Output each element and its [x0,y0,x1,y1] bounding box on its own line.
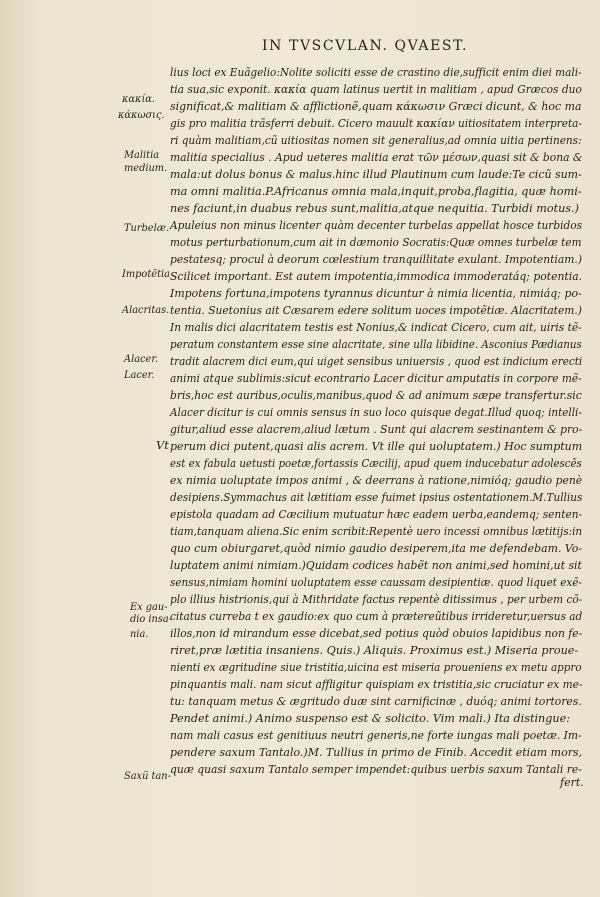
text-line: Pendet animi.) Animo suspenso est & solicito. Vim mali.) Ita distingue: [170,712,571,725]
text-line: quo cum obiurgaret,quòd nimio gaudio desiperem,ita me defendebam. Vo- [170,542,583,555]
text-line: ma omni malitia.P.Africanus omnia mala,inquit,proba,flagitia, quæ homi- [170,185,582,198]
margin-note-vt: Vt [156,438,169,452]
text-line: epistola quadam ad Cæcilium mutuatur hæc eadem uerba,eandemq; senten- [170,508,583,521]
text-line: tentia. Suetonius ait Cæsarem edere solitum uoces impotẽtiæ. Alacritatem.) [170,304,582,317]
text-line: Scilicet important. Est autem impotentia,immodica immoderatáq; potentia. [170,270,583,283]
text-line: desipiens.Symmachus ait lætitiam esse fuimet ipsius ostentationem.M.Tullius [170,491,583,504]
text-line: In malis dici alacritatem testis est Nonius,& indicat Cicero, cum ait, uiris tẽ- [170,321,582,334]
margin-note-malitia: Malitia [124,150,160,161]
text-line: mala:ut dolus bonus & malus.hinc illud Plautinum cum laude:Te cicũ sum- [170,168,582,181]
margin-note-turbelae: Turbelæ. [124,223,170,234]
margin-note-ex-gaudio-1: Ex gau- [130,602,168,613]
commentary-text [170,64,582,778]
margin-note-alacritas: Alacritas. [122,305,170,316]
margin-note-impotentia: Impotẽtia [122,269,170,280]
text-line: gitur,aliud esse alacrem,aliud lætum . Sunt qui alacrem sestinantem & pro- [170,423,583,436]
text-line: significat,& malitiam & afflictionẽ,quam κάκωσιν Græci dicunt, & hoc ma [170,100,582,113]
text-line: bris,hoc est auribus,oculis,manibus,quod & ad animum sæpe transfertur.sic [170,389,582,402]
margin-note-kakosis: κάκωσις. [118,110,165,121]
text-line: pendere saxum Tantalo.)M. Tullius in primo de Finib. Accedit etiam mors, [170,746,583,759]
margin-note-lacer: Lacer. [124,370,155,381]
margin-note-medium: medium. [124,163,168,174]
text-line: motus perturbationum,cum ait in dæmonio Socratis:Quæ omnes turbelæ tem [170,236,582,249]
text-line: Apuleius non minus licenter quàm decenter turbelas appellat hosce turbidos [170,219,583,232]
text-line: quæ quasi saxum Tantalo semper impendet:quibus uerbis saxum Tantali re- [170,763,582,776]
text-line: perum dici putent,quasi alis acrem. Vt ille qui uoluptatem.) Hoc sumptum [170,440,583,453]
text-line: tu: tanquam metus & ægritudo duæ sint carnificinæ , duóq; animi tortores. [170,695,582,708]
text-line: pinquantis mali. nam sicut affligitur quispiam ex tristitia,sic cruciatur ex me- [170,678,583,691]
text-line: animi atque sublimis:sicut econtrario Lacer dicitur amputatis in corpore mẽ- [170,372,582,385]
text-line: Impotens fortuna,impotens tyrannus dicuntur à nimia licentia, nimiáq; po- [170,287,582,300]
text-line: est ex fabula uetusti poetæ,fortassis Cæcilij, apud quem inducebatur adolescẽs [170,457,582,470]
margin-note-ex-gaudio-3: nia. [130,629,149,640]
text-line: nam mali casus est genitiuus neutri generis,ne forte iungas mali poetæ. Im- [170,729,582,742]
text-line: citatus curreba t ex gaudio:ex quo cum à prætereũtibus irrideretur,uersus ad [170,610,583,623]
text-line: gis pro malitia trãsferri debuit. Cicero mauult κακίαν uitiositatem interpreta- [170,117,582,130]
text-line: Alacer dicitur is cui omnis sensus in suo loco quisque degat.Illud quoq; intelli- [170,406,582,419]
text-line: plo illius histrionis,qui à Mithridate factus repentè ditissimus , per urbem cõ- [170,593,583,606]
margin-note-ex-gaudio-2: dio insa- [130,614,173,625]
text-line: peratum constantem esse sine alacritate, sine ulla libidine. Asconius Pædianus [170,338,582,351]
margin-note-alacer: Alacer. [124,354,159,365]
text-line: tia sua,sic exponit. κακία quam latinus uertit in malitiam , apud Græcos duo [170,83,582,96]
text-line: sensus,nimiam homini uoluptatem esse caussam desipientiæ. quod liquet exẽ- [170,576,582,589]
text-line: nienti ex ægritudine siue tristitia,uicina est miseria proueniens ex metu appro [170,661,582,674]
text-line: illos,non id mirandum esse dicebat,sed potius quòd obuios lapidibus non fe- [170,627,583,640]
text-line: lius loci ex Euãgelio:Nolite soliciti esse de crastino die,sufficit enim diei mali- [170,66,582,79]
text-line: malitia specialius . Apud ueteres malitia erat τῶν μέσων,quasi sit & bona & [170,151,583,164]
text-line: tradit alacrem dici eum,qui uiget sensibus uniuersis , quod est indicium erecti [170,355,583,368]
text-line: luptatem animi nimiam.)Quidam codices habẽt non animi,sed homini,ut sit [170,559,582,572]
text-line: pestatesq; procul à deorum cœlestium tranquillitate exulant. Impotentiam.) [170,253,583,266]
margin-note-kakia: κακία. [122,94,156,105]
text-line: ri quàm malitiam,cũ uitiositas nomen sit generalius,ad omnia uitia pertinens: [170,134,582,147]
catchword: fert. [560,776,584,789]
text-line: ex nimia uoluptate impos animi , & deerrans à ratione,nimióq; gaudio penè [170,474,583,487]
margin-note-saxum-tantali: Saxũ tan- [124,771,171,782]
running-header: IN TVSCVLAN. QVAEST. [262,38,469,54]
text-line: riret,præ lætitia insaniens. Quis.) Aliquis. Proximus est.) Miseria proue- [170,644,579,657]
text-line: nes faciunt,in duabus rebus sunt,malitia,atque nequitia. Turbidi motus.) [170,202,579,215]
text-line: tiam,tanquam aliena.Sic enim scribit:Repentè uero incessi omnibus lætitijs:in [170,525,583,538]
